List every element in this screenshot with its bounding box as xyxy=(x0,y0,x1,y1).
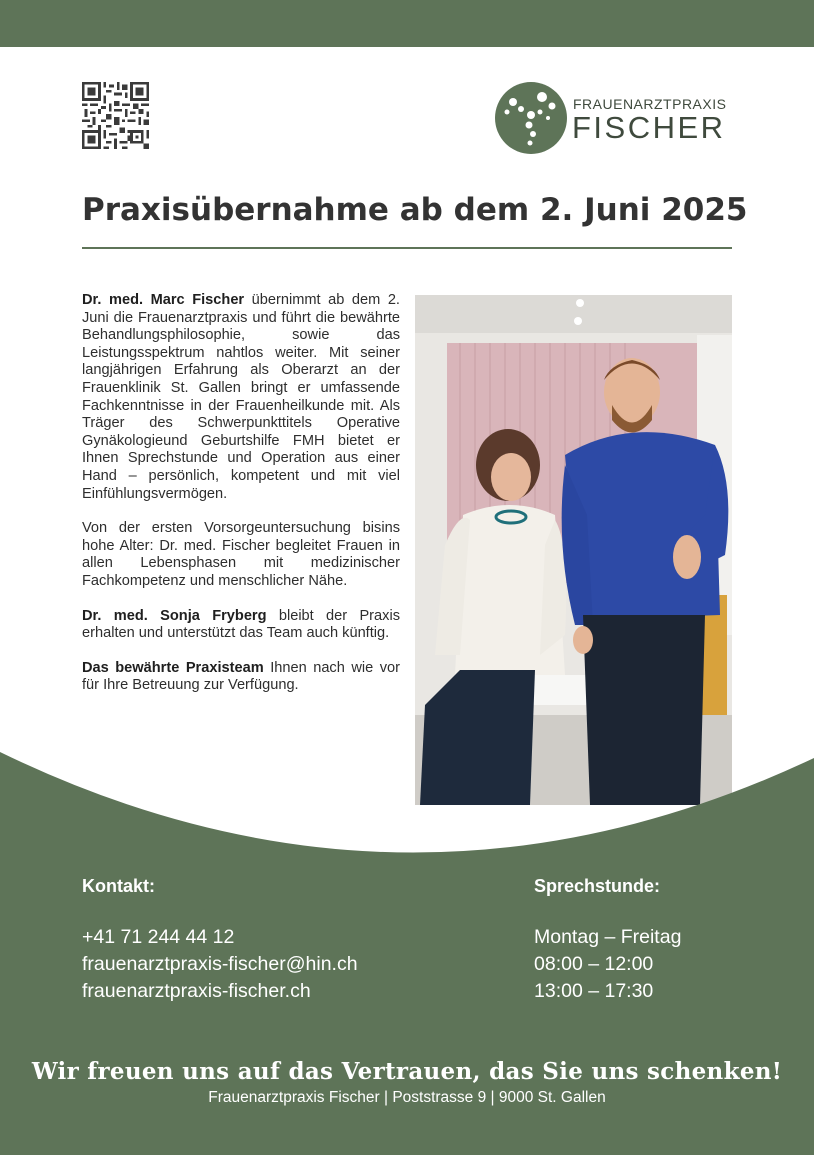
qr-code-icon[interactable] xyxy=(82,82,149,149)
contact-website[interactable]: frauenarztpraxis-fischer.ch xyxy=(82,980,311,1002)
contact-phone[interactable]: +41 71 244 44 12 xyxy=(82,926,235,948)
doctor-name-fryberg: Dr. med. Sonja Fryberg xyxy=(82,607,267,624)
page-title: Praxisübernahme ab dem 2. Juni 2025 xyxy=(82,192,748,228)
footer-slogan: Wir freuen uns auf das Vertrauen, das Sie uns schenken! xyxy=(31,1058,783,1085)
logo-subtitle: FRAUENARZTPRAXIS xyxy=(573,96,727,112)
hours-days: Montag – Freitag xyxy=(534,926,682,948)
footer-address: Frauenarztpraxis Fischer | Poststrasse 9 | 9000 St. Gallen xyxy=(208,1089,606,1106)
contact-email[interactable]: frauenarztpraxis-fischer@hin.ch xyxy=(82,953,358,975)
doctor-name-fischer: Dr. med. Marc Fischer xyxy=(82,292,245,308)
title-divider xyxy=(82,247,732,249)
logo-title: FISCHER xyxy=(572,110,726,145)
praxis-logo xyxy=(495,82,735,156)
paragraph-2: Von der ersten Vorsorgeuntersuchung bisins hohe Alter: Dr. med. Fischer begleitet Frauen in allen Lebensphasen mit medizinischer Fachkompetenz und menschlicher Nähe. xyxy=(82,520,400,589)
contact-heading: Kontakt: xyxy=(82,876,155,896)
team-name: Das bewährte Praxisteam xyxy=(82,659,264,676)
intro-text xyxy=(82,292,400,712)
praxis-logo-icon xyxy=(495,82,567,154)
paragraph-1: Dr. med. Marc Fischer übernimmt ab dem 2. Juni die Frauenarztpraxis und führt die bewährte Behandlungsphilosophie, sowie das Leistungsspektrum nahtlos weiter. Mit seiner langjährigen Erfahrung als Oberarzt an der Frauenklinik St. Gallen bringt er umfassende Fachkenntnisse in der Frauenheilkunde mit. Als Träger des Schwerpunkttitels Operative Gynäkologieund Geburtshilfe FMH bietet er Ihnen Sprechstunde und Operation aus einer Hand – persönlich, kompetent und mit viel Einfühlungsvermögen. xyxy=(82,292,400,502)
contact-section xyxy=(82,876,358,1005)
hours-heading: Sprechstunde: xyxy=(534,876,661,896)
hours-section xyxy=(534,876,681,1005)
paragraph-3: Dr. med. Sonja Fryberg bleibt der Praxis erhalten und unterstützt das Team auch künftig. xyxy=(82,607,400,642)
hours-morning: 08:00 – 12:00 xyxy=(534,953,654,975)
top-banner xyxy=(0,0,814,47)
hours-afternoon: 13:00 – 17:30 xyxy=(534,980,654,1002)
paragraph-4: Das bewährte Praxisteam Ihnen nach wie vor für Ihre Betreuung zur Verfügung. xyxy=(82,659,400,694)
